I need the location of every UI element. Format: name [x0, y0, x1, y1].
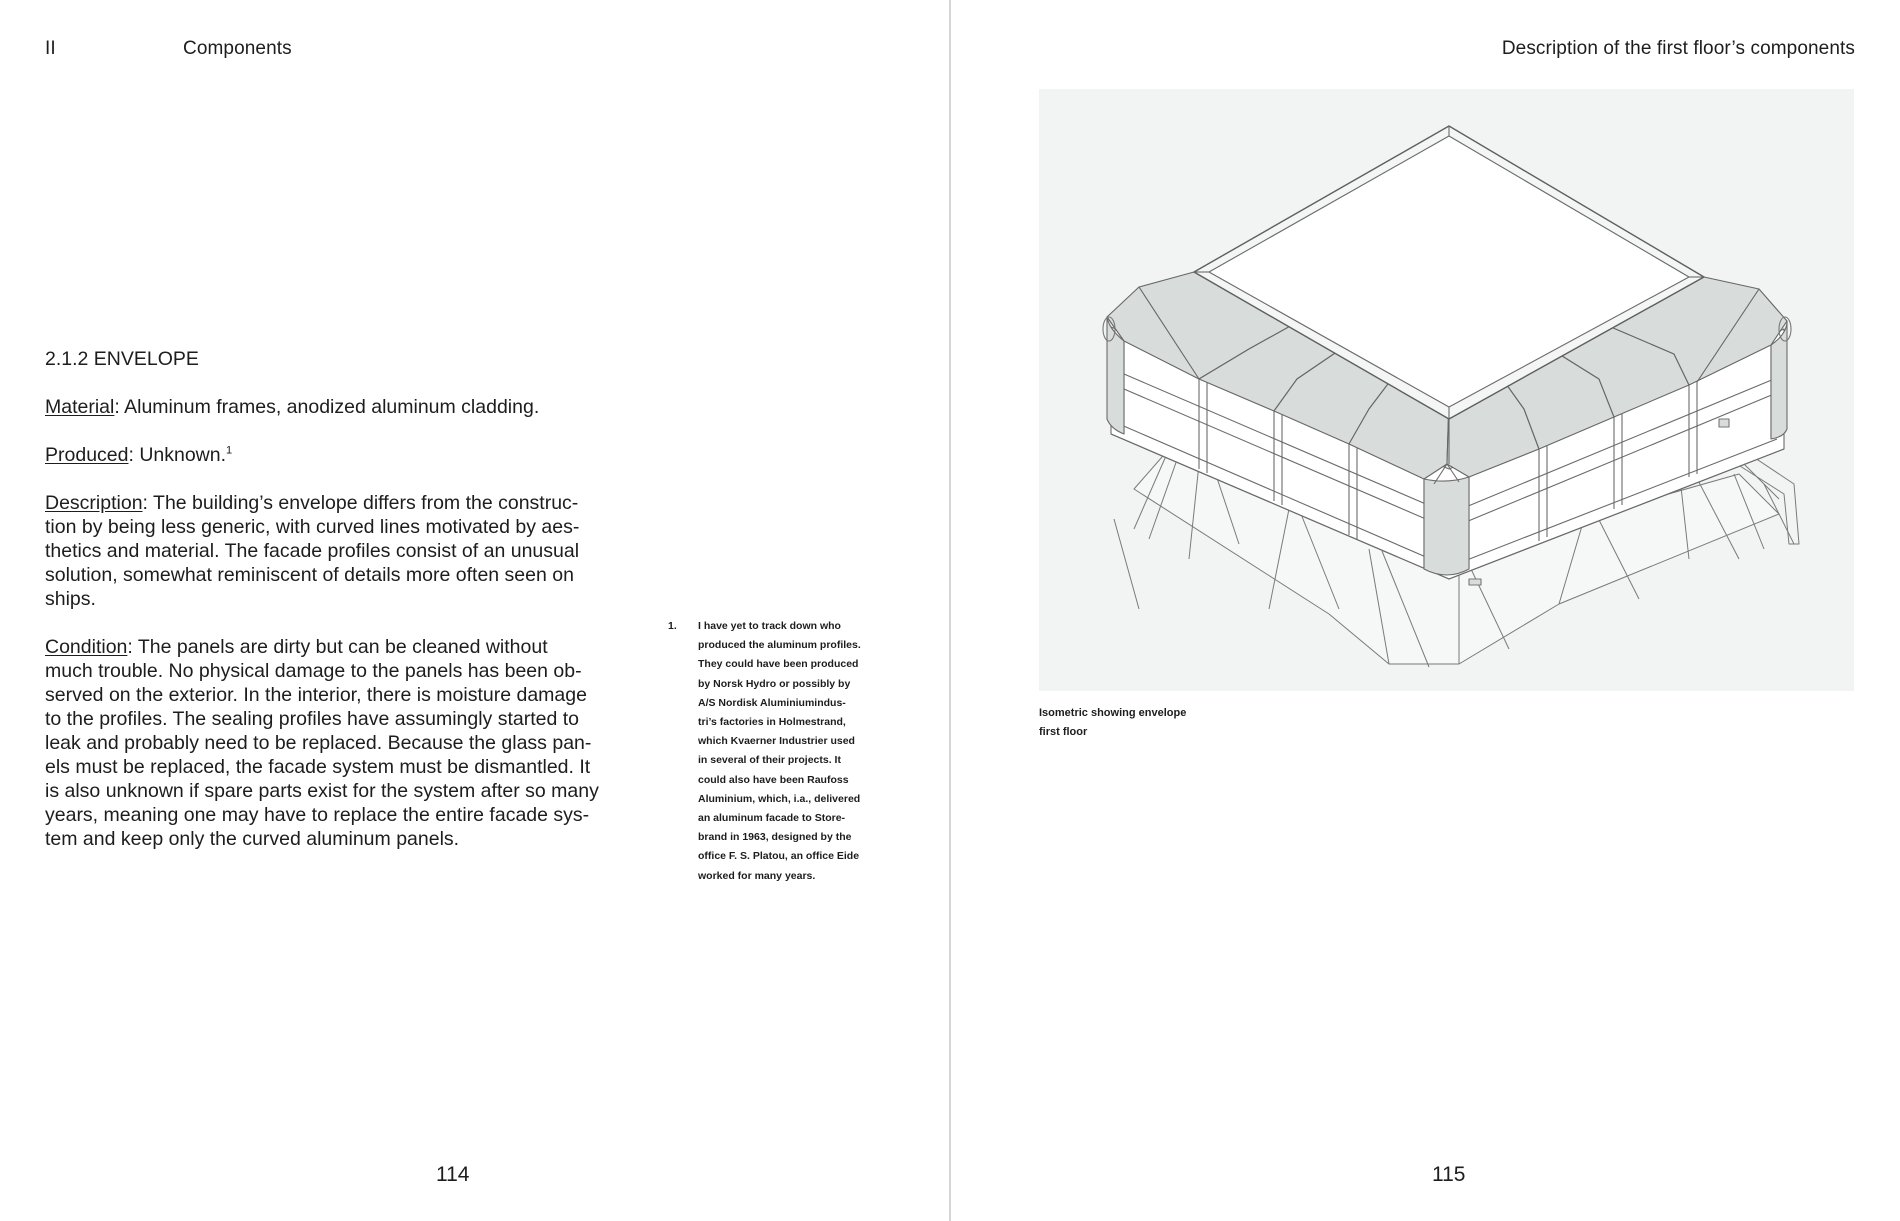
condition-line: tem and keep only the curved aluminum panels. — [45, 828, 460, 850]
footnote-line: A/S Nordisk Aluminiumindus- — [698, 696, 846, 709]
footnote-line: could also have been Raufoss — [698, 773, 849, 786]
section-number: II — [45, 38, 56, 59]
produced-label: Produced — [45, 444, 129, 466]
material-label: Material — [45, 396, 115, 418]
condition-line: served on the exterior. In the interior, there is moisture damage — [45, 684, 587, 706]
footnote-line: office F. S. Platou, an office Eide — [698, 850, 860, 863]
footnote-line: worked for many years. — [698, 869, 816, 882]
footnote-text — [698, 617, 873, 886]
section-title: Components — [183, 38, 292, 59]
footnote-reference[interactable]: 1 — [226, 444, 233, 457]
footnote-line: tri’s factories in Holmestrand, — [698, 716, 846, 729]
footnote-line: Aluminium, which, i.a., delivered — [698, 792, 861, 805]
produced-paragraph — [45, 443, 585, 467]
footnote-number: 1. — [668, 620, 677, 632]
description-paragraph — [45, 491, 585, 611]
page-number-left: 114 — [436, 1163, 470, 1186]
running-head: Description of the first floor’s components — [1501, 38, 1855, 59]
footnote-line: an aluminum facade to Store- — [698, 812, 846, 825]
caption-line: first floor — [1039, 726, 1088, 738]
condition-line: to the profiles. The sealing profiles have assumingly started to — [45, 708, 580, 730]
description-line: thetics and material. The facade profiles consist of an unusual — [45, 540, 580, 562]
description-line: ships. — [45, 588, 96, 610]
description-line: solution, somewhat reminiscent of details more often seen on — [45, 564, 574, 586]
condition-line: much trouble. No physical damage to the panels has been ob- — [45, 660, 582, 682]
isometric-figure — [1039, 89, 1854, 691]
section-heading: 2.1.2 ENVELOPE — [45, 348, 199, 370]
condition-line: els must be replaced, the facade system must be dismantled. It — [45, 756, 591, 778]
footnote-line: in several of their projects. It — [698, 754, 841, 767]
material-paragraph — [45, 395, 585, 419]
description-line: Description: The building’s envelope differs from the construc- — [45, 492, 579, 514]
envelope-section — [45, 347, 599, 875]
caption-line: Isometric showing envelope — [1039, 707, 1187, 719]
produced-text: : Unknown. — [128, 444, 227, 466]
footnote-line: produced the aluminum profiles. — [698, 639, 861, 652]
footnote-line: brand in 1963, designed by the — [698, 831, 852, 844]
material-text: : Aluminum frames, anodized aluminum cladding. — [114, 396, 540, 418]
footnote-line: I have yet to track down who — [698, 620, 841, 632]
footnote-line: by Norsk Hydro or possibly by — [698, 677, 851, 690]
condition-line: is also unknown if spare parts exist for the system after so many — [45, 780, 599, 802]
footnote-line: They could have been produced — [698, 658, 859, 671]
description-label: Description — [45, 492, 143, 514]
isometric-drawing — [1039, 89, 1854, 691]
condition-line: leak and probably need to be replaced. Because the glass pan- — [45, 732, 592, 754]
condition-line: years, meaning one may have to replace the entire facade sys- — [45, 804, 590, 826]
description-line: tion by being less generic, with curved lines motivated by aes- — [45, 516, 580, 538]
figure-caption — [1039, 704, 1186, 742]
condition-line: Condition: The panels are dirty but can be cleaned without — [45, 636, 548, 658]
condition-label: Condition — [45, 636, 128, 658]
right-page — [951, 0, 1900, 1221]
left-page — [0, 0, 949, 1221]
condition-paragraph — [45, 635, 599, 851]
page-number-right: 115 — [1432, 1163, 1466, 1186]
footnote-line: which Kvaerner Industrier used — [698, 735, 855, 748]
